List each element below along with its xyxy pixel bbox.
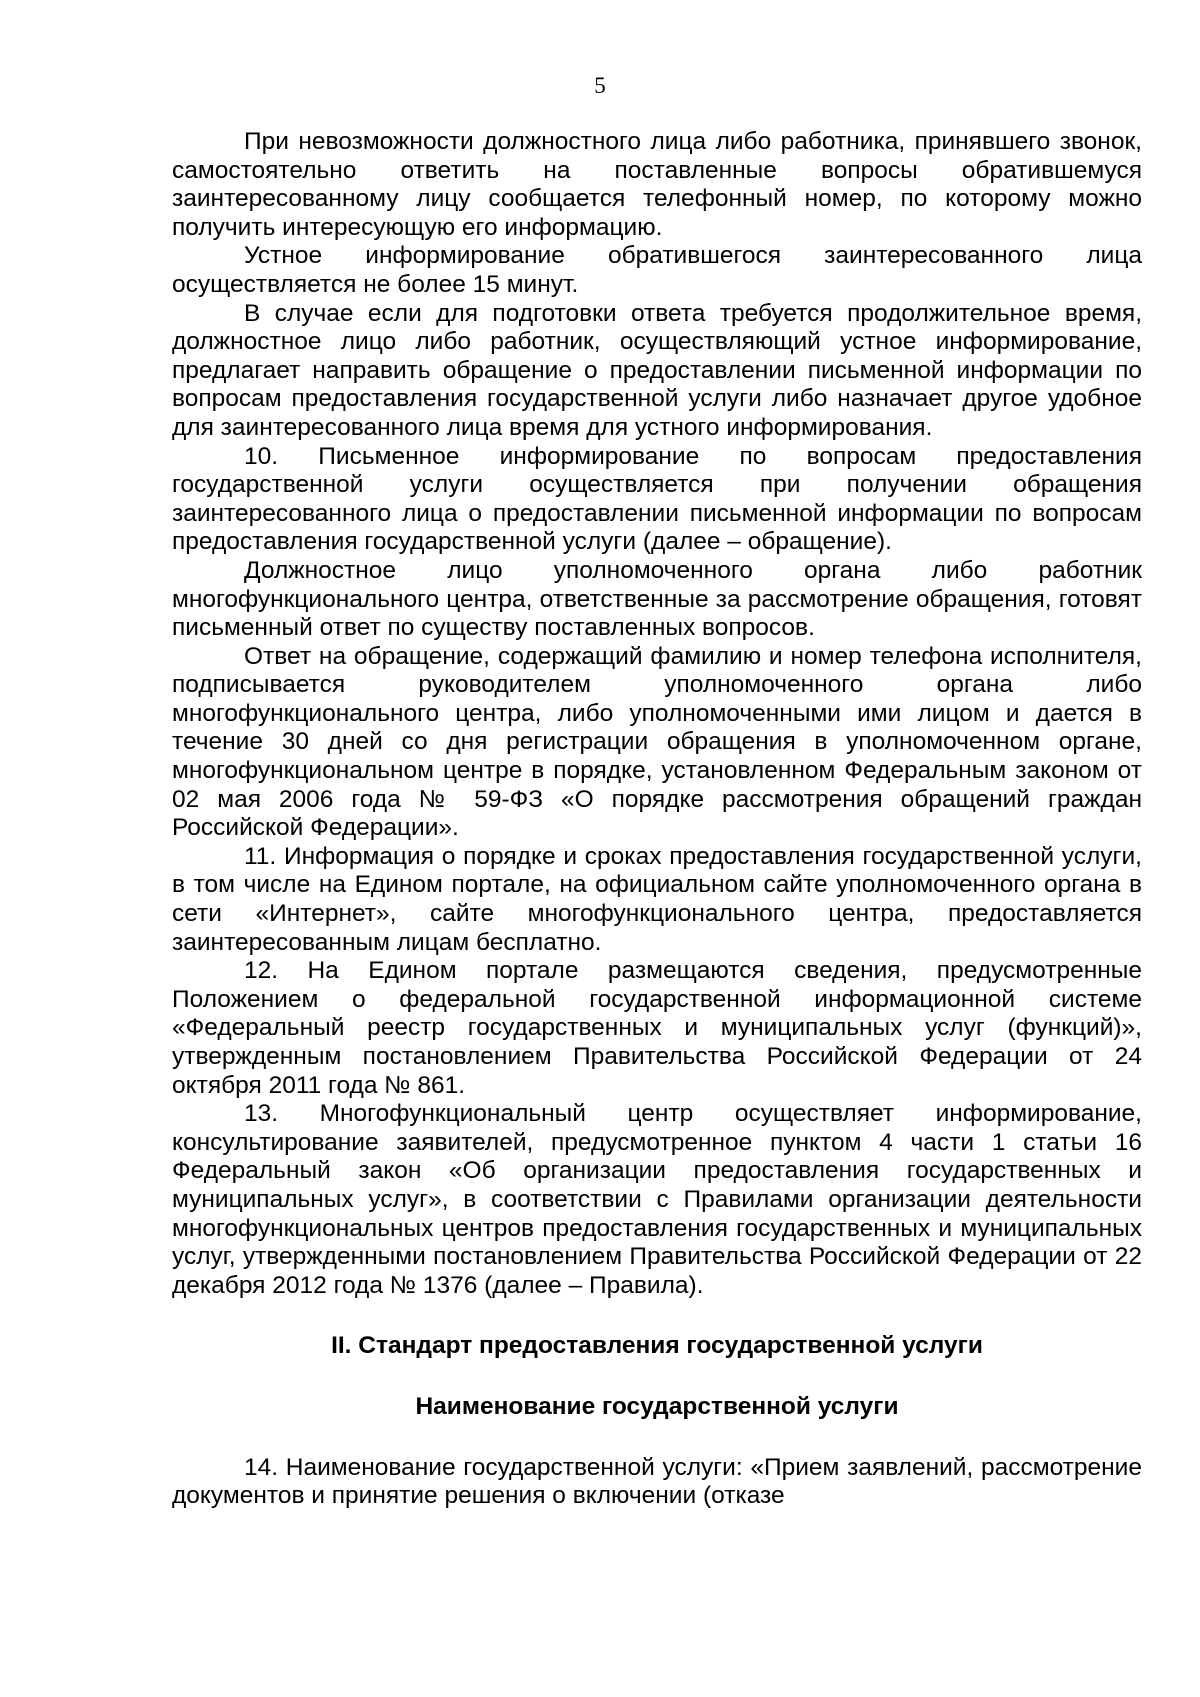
paragraph-response-terms: Ответ на обращение, содержащий фамилию и номер телефона исполнителя, подписывается руководителем уполномоченного органа либо многофункционального центра, либо уполномоченными ими лицом и дается в течение 30 дней со дня регистрации обращения в уполномоченном органе, многофункциональном центре в порядке, установленном Федеральным законом от 02 мая 2006 года № 59-ФЗ «О порядке рассмотрения обращений граждан Российской Федерации». xyxy=(172,642,1142,842)
paragraph-long-preparation: В случае если для подготовки ответа требуется продолжительное время, должностное лицо либо работник, осуществляющий устное информирование, предлагает направить обращение о предоставлении письменной информации по вопросам предоставления государственной услуги либо назначает другое удобное для заинтересованного лица время для устного информирования. xyxy=(172,299,1142,441)
paragraph-official-response: Должностное лицо уполномоченного органа либо работник многофункционального центра, ответственные за рассмотрение обращения, готовят письменный ответ по существу поставленных вопросов. xyxy=(172,556,1142,642)
paragraph-oral-duration: Устное информирование обратившегося заинтересованного лица осуществляется не более 15 минут. xyxy=(172,242,1142,298)
paragraph-item-12: 12. На Едином портале размещаются сведения, предусмотренные Положением о федеральной государственной информационной системе «Федеральный реестр государственных и муниципальных услуг (функций)», утвержденным постановлением Правительства Российской Федерации от 24 октября 2011 года № 861. xyxy=(172,957,1142,1099)
section-heading: II. Стандарт предоставления государственной услуги xyxy=(331,1332,983,1360)
subsection-heading: Наименование государственной услуги xyxy=(415,1392,899,1420)
paragraph-item-10: 10. Письменное информирование по вопросам предоставления государственной услуги осуществляется при получении обращения заинтересованного лица о предоставлении письменной информации по вопросам предоставления государственной услуги (далее – обращение). xyxy=(172,442,1142,556)
paragraph-item-11: 11. Информация о порядке и сроках предоставления государственной услуги, в том числе на Едином портале, на официальном сайте уполномоченного органа в сети «Интернет», сайте многофункционального центра, предоставляется заинтересованным лицам бесплатно. xyxy=(172,842,1142,956)
paragraph-item-14: 14. Наименование государственной услуги: «Прием заявлений, рассмотрение документов и принятие решения о включении (отказе xyxy=(172,1453,1142,1510)
document-body xyxy=(172,128,1142,1511)
page-number: 5 xyxy=(594,73,606,98)
paragraph-unable-to-answer: При невозможности должностного лица либо работника, принявшего звонок, самостоятельно ответить на поставленные вопросы обратившемуся заинтересованному лицу сообщается телефонный номер, по которому можно получить интересующую его информацию. xyxy=(172,128,1142,241)
paragraph-item-13: 13. Многофункциональный центр осуществляет информирование, консультирование заявителей, предусмотренное пунктом 4 части 1 статьи 16 Федеральный закон «Об организации предоставления государственных и муниципальных услуг», в соответствии с Правилами организации деятельности многофункциональных центров предоставления государственных и муниципальных услуг, утвержденными постановлением Правительства Российской Федерации от 22 декабря 2012 года № 1376 (далее – Правила). xyxy=(172,1100,1142,1299)
